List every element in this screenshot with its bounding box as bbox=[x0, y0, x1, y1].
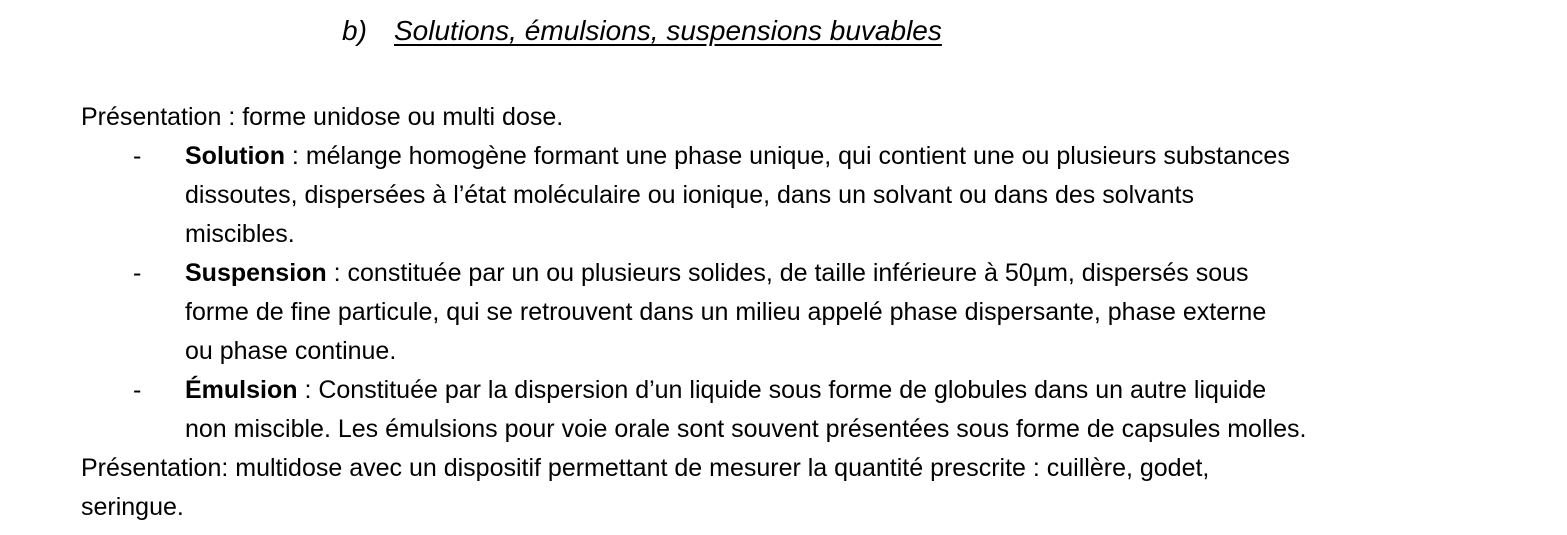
term-emulsion: Émulsion bbox=[185, 376, 298, 404]
list-item-suspension bbox=[81, 254, 1541, 371]
list-item-line: ou phase continue. bbox=[185, 337, 397, 365]
list-item-solution bbox=[81, 137, 1541, 254]
list-item-line bbox=[185, 254, 1541, 293]
term-solution: Solution bbox=[185, 142, 285, 170]
list-item-line bbox=[185, 137, 1541, 176]
bullet-dash: - bbox=[133, 259, 142, 287]
list-item-line: forme de fine particule, qui se retrouvent dans un milieu appelé phase dispersante, phase externe bbox=[185, 298, 1267, 326]
list-item-line: dissoutes, dispersées à l’état moléculaire ou ionique, dans un solvant ou dans des solvants bbox=[185, 181, 1194, 209]
list-item-line: miscibles. bbox=[185, 220, 295, 248]
definition-text: : constituée par un ou plusieurs solides, de taille inférieure à 50µm, dispersés sous bbox=[326, 259, 1249, 287]
definition-text: : mélange homogène formant une phase unique, qui contient une ou plusieurs substances bbox=[284, 142, 1290, 170]
definition-text: : Constituée par la dispersion d’un liquide sous forme de globules dans un autre liquide bbox=[297, 376, 1267, 404]
section-title: Solutions, émulsions, suspensions buvables bbox=[394, 15, 942, 46]
closing-paragraph-line: Présentation: multidose avec un dispositif permettant de mesurer la quantité prescrite : cuillère, godet, bbox=[81, 454, 1210, 482]
term-suspension: Suspension bbox=[185, 259, 327, 287]
section-heading bbox=[342, 14, 942, 48]
bullet-dash: - bbox=[133, 376, 142, 404]
document-body bbox=[81, 98, 1541, 527]
bullet-dash: - bbox=[133, 142, 142, 170]
list-item-line bbox=[185, 371, 1541, 410]
list-item-emulsion bbox=[81, 371, 1541, 449]
list-item-line: non miscible. Les émulsions pour voie orale sont souvent présentées sous forme de capsules molles. bbox=[185, 415, 1307, 443]
section-marker: b) bbox=[342, 15, 367, 46]
intro-paragraph: Présentation : forme unidose ou multi dose. bbox=[81, 103, 564, 131]
closing-paragraph-line: seringue. bbox=[81, 493, 184, 521]
